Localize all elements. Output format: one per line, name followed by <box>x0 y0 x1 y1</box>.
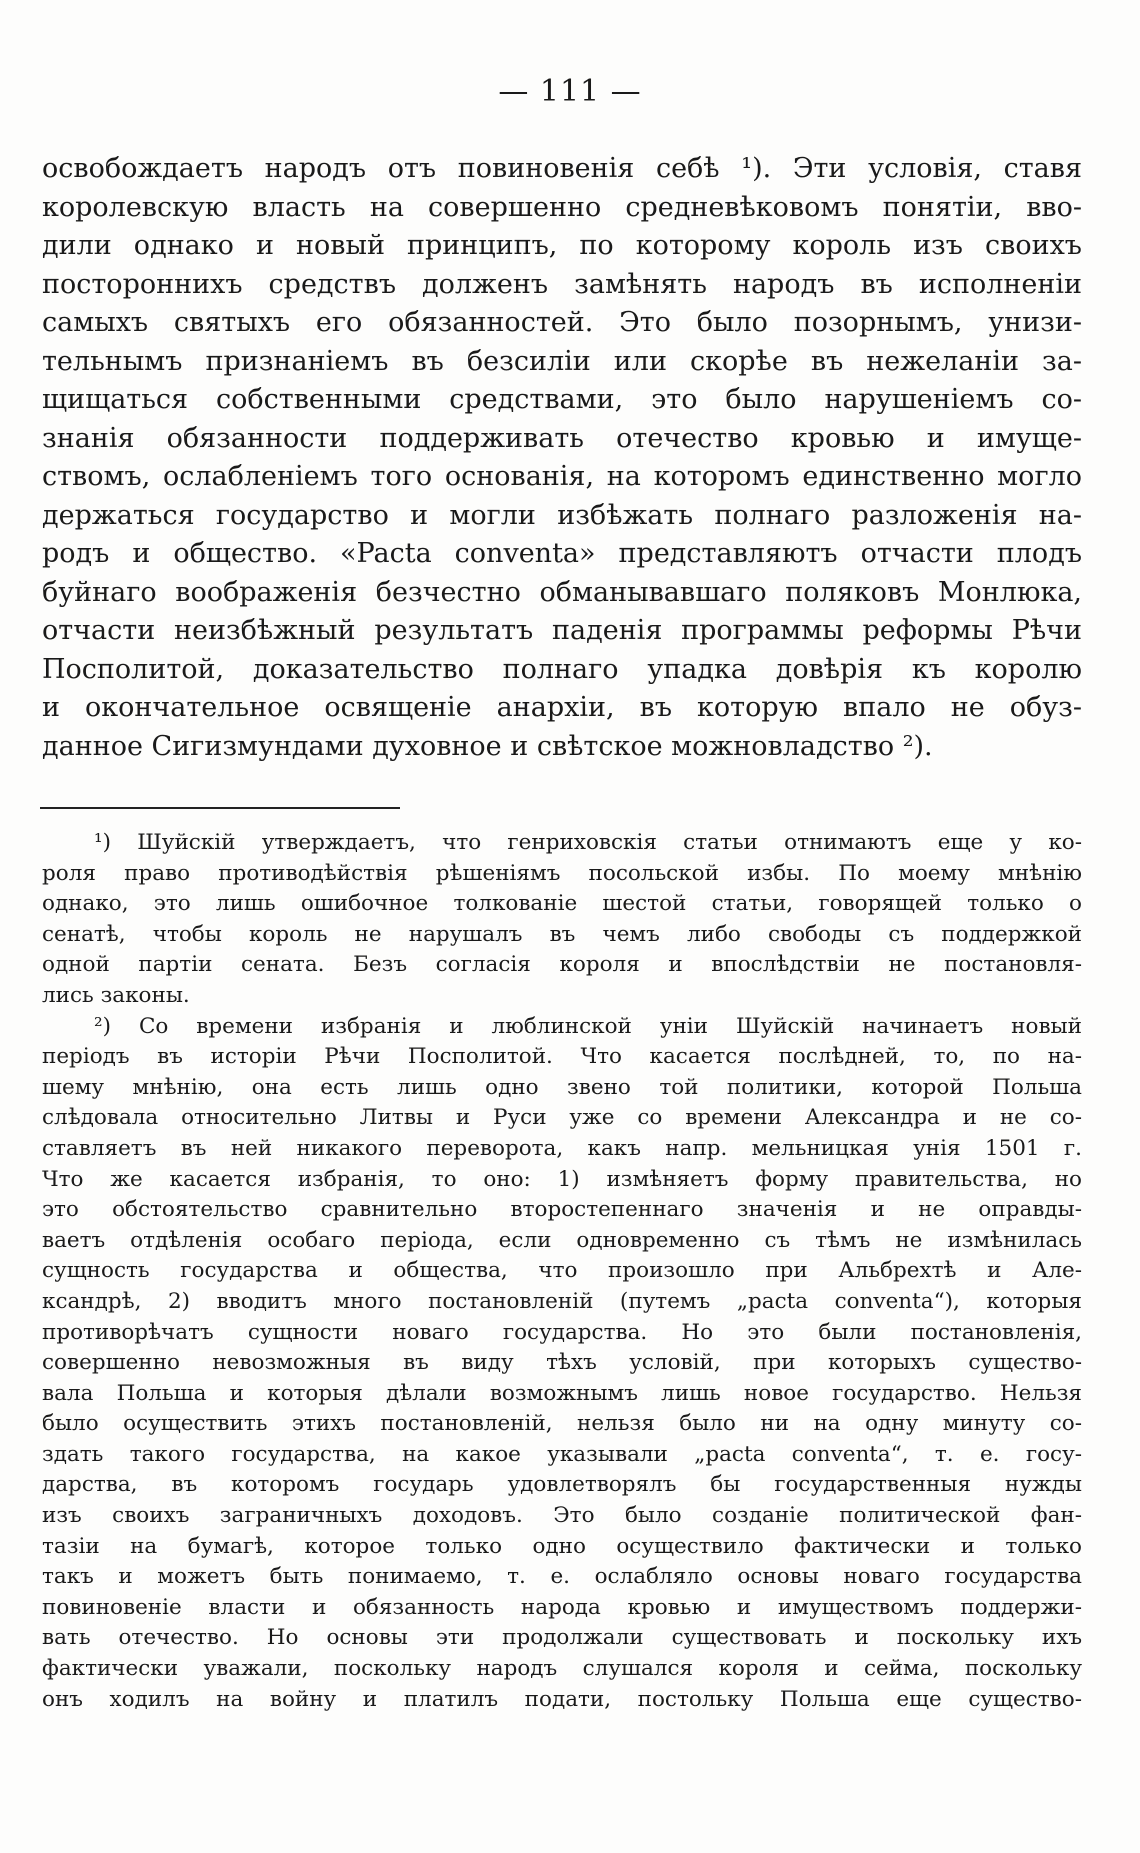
footnote-line: ставляетъ въ ней никакого переворота, какъ напр. мельницкая унія 1501 г. <box>42 1135 1082 1161</box>
footnote-line: сенатѣ, чтобы король не нарушалъ въ чемъ либо свободы съ поддержкой <box>42 921 1082 947</box>
footnote-line: совершенно невозможныя въ виду тѣхъ условій, при которыхъ существо- <box>42 1350 1082 1376</box>
footnote-line: лись законы. <box>42 982 190 1008</box>
main-line: тельнымъ признаніемъ въ безсиліи или скорѣе въ нежеланіи за- <box>42 345 1082 377</box>
footnote-line: ксандрѣ, 2) вводитъ много постановленій (путемъ „pacta conventa“), которыя <box>42 1288 1082 1314</box>
footnote-line: онъ ходилъ на войну и платилъ подати, постольку Польша еще существо- <box>42 1686 1082 1712</box>
footnote-line: тазіи на бумагѣ, которое только одно осуществило фактически и только <box>42 1533 1082 1559</box>
main-line: королевскую власть на совершенно средневѣковомъ понятіи, вво- <box>42 191 1082 223</box>
footnote-line: однако, это лишь ошибочное толкованіе шестой статьи, говорящей только о <box>42 891 1082 917</box>
footnote-line: здать такого государства, на какое указывали „pacta conventa“, т. е. госу- <box>42 1441 1082 1467</box>
footnote-line: было осуществить этихъ постановленій, нельзя было ни на одну минуту со- <box>42 1411 1082 1437</box>
footnote-line: одной партіи сената. Безъ согласія короля и впослѣдствіи не постановля- <box>42 952 1082 978</box>
main-line: постороннихъ средствъ долженъ замѣнять народъ въ исполненіи <box>42 268 1082 300</box>
footnote-line: слѣдовала относительно Литвы и Руси уже со времени Александра и не со- <box>42 1105 1082 1131</box>
footnote-separator <box>40 807 400 809</box>
main-line: Посполитой, доказательство полнаго упадка довѣрія къ королю <box>42 653 1082 685</box>
main-line: дили однако и новый принципъ, по которому король изъ своихъ <box>42 230 1082 261</box>
footnotes <box>42 828 1082 1715</box>
main-line: освобождаетъ народъ отъ повиновенія себѣ ¹). Эти условія, ставя <box>42 153 1082 184</box>
main-line: и окончательное освященіе анархіи, въ которую впало не обуз- <box>42 692 1082 723</box>
footnote-line: вать отечество. Но основы эти продолжали существовать и поскольку ихъ <box>42 1625 1082 1651</box>
footnote-line: шему мнѣнію, она есть лишь одно звено той политики, которой Польша <box>42 1074 1082 1100</box>
main-line: щищаться собственными средствами, это было нарушеніемъ со- <box>42 384 1082 415</box>
footnote-line: вала Польша и которыя дѣлали возможнымъ лишь новое государство. Нельзя <box>42 1380 1082 1406</box>
footnote-line: ²) Со времени избранія и люблинской уніи Шуйскій начинаетъ новый <box>94 1013 1082 1039</box>
footnote-line: такъ и можетъ быть понимаемо, т. е. ослабляло основы новаго государства <box>42 1564 1082 1590</box>
footnote-line: Что же касается избранія, то оно: 1) измѣняетъ форму правительства, но <box>42 1166 1082 1192</box>
main-line: данное Сигизмундами духовное и свѣтское можновладство ²). <box>42 730 933 762</box>
footnote-line: фактически уважали, поскольку народъ слушался короля и сейма, поскольку <box>42 1656 1082 1682</box>
footnote-line: сущность государства и общества, что произошло при Альбрехтѣ и Але- <box>42 1258 1082 1284</box>
page-number: — 111 — <box>498 74 642 109</box>
footnote-line: ваетъ отдѣленія особаго періода, если одновременно съ тѣмъ не измѣнилась <box>42 1227 1082 1253</box>
main-line: самыхъ святыхъ его обязанностей. Это было позорнымъ, унизи- <box>42 307 1082 338</box>
main-line: отчасти неизбѣжный результатъ паденія программы реформы Рѣчи <box>42 615 1082 646</box>
main-line: буйнаго воображенія безчестно обманывавшаго поляковъ Монлюка, <box>42 576 1082 608</box>
footnote-line: противорѣчатъ сущности новаго государства. Но это были постановленія, <box>42 1319 1082 1345</box>
footnote-line: это обстоятельство сравнительно второстепеннаго значенія и не оправды- <box>42 1197 1082 1223</box>
main-line: держаться государство и могли избѣжать полнаго разложенія на- <box>42 499 1082 531</box>
footnote-line: изъ своихъ заграничныхъ доходовъ. Это было созданіе политической фан- <box>42 1503 1082 1529</box>
footnote-2 <box>42 1012 1082 1716</box>
footnote-line: ¹) Шуйскій утверждаетъ, что генриховскія статьи отнимаютъ еще у ко- <box>94 830 1082 855</box>
footnote-line: роля право противодѣйствія рѣшеніямъ посольской избы. По моему мнѣнію <box>42 860 1082 886</box>
main-line: родъ и общество. «Pacta conventa» представляютъ отчасти плодъ <box>42 538 1082 569</box>
footnote-line: періодъ въ исторіи Рѣчи Посполитой. Что касается послѣдней, то, по на- <box>42 1044 1082 1070</box>
footnote-1 <box>42 828 1082 1012</box>
main-paragraph <box>42 150 1082 766</box>
main-line: ствомъ, ослабленіемъ того основанія, на которомъ единственно могло <box>42 461 1082 492</box>
footnote-line: повиновеніе власти и обязанность народа кровью и имуществомъ поддержи- <box>42 1594 1082 1620</box>
footnote-line: дарства, въ которомъ государь удовлетворялъ бы государственныя нужды <box>42 1472 1082 1498</box>
main-line: знанія обязанности поддерживать отечество кровью и имуще- <box>42 422 1082 454</box>
